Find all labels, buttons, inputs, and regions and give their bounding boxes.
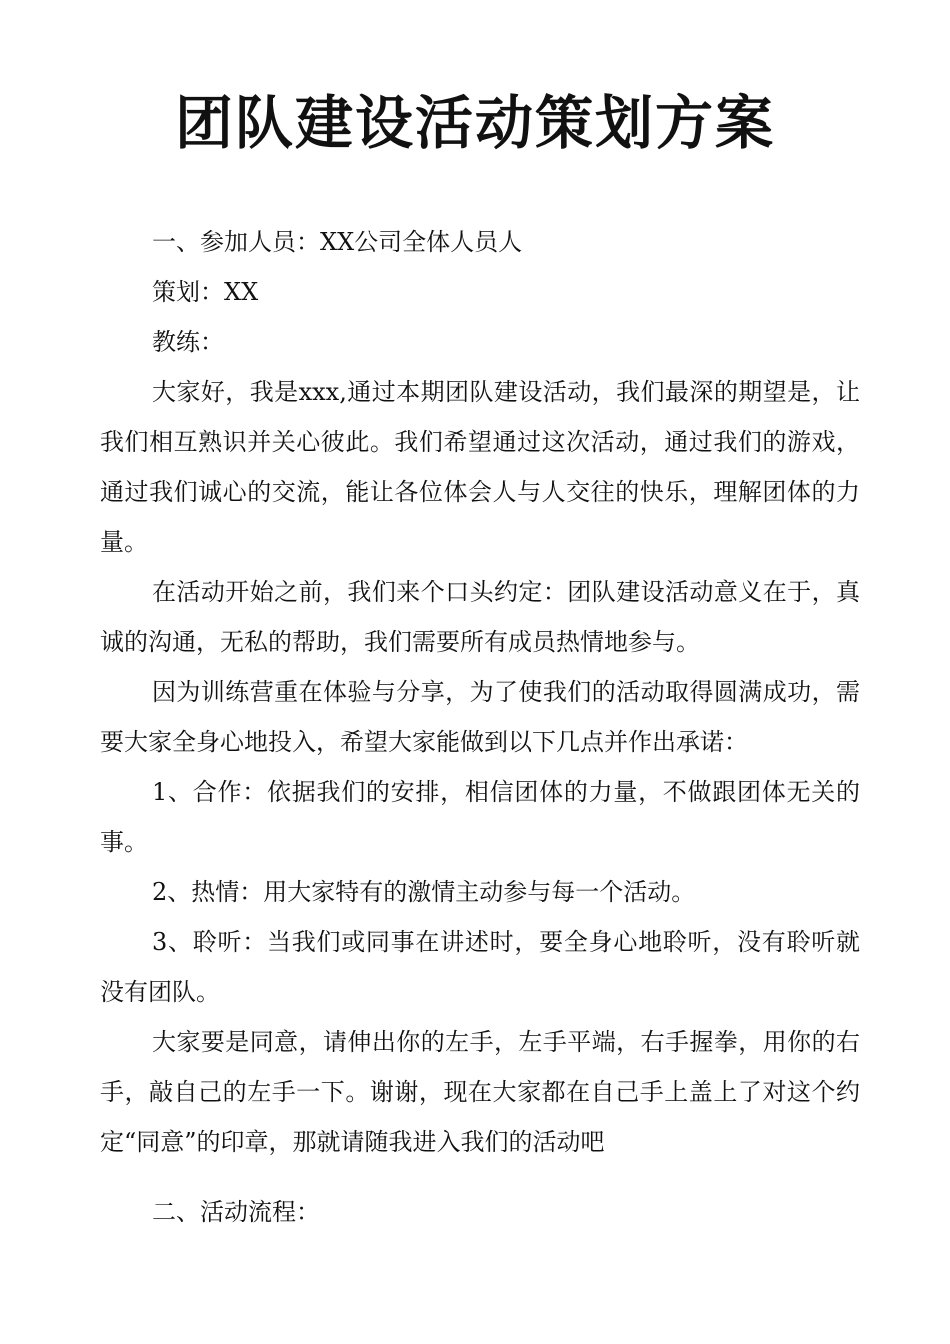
document-body	[100, 217, 860, 1237]
paragraph-rule-enthusiasm: 2、热情：用大家特有的激情主动参与每一个活动。	[152, 878, 696, 906]
paragraph-agreement: 在活动开始之前，我们来个口头约定：团队建设活动意义在于，真诚的沟通，无私的帮助，我们需要所有成员热情地参与。	[100, 578, 860, 656]
paragraph-coach: 教练：	[152, 328, 224, 356]
document-title: 团队建设活动策划方案	[174, 89, 775, 157]
paragraph-rule-cooperation: 1、合作：依据我们的安排，相信团体的力量，不做跟团体无关的事。	[100, 778, 860, 856]
paragraph-rule-listening: 3、聆听：当我们或同事在讲述时，要全身心地聆听，没有聆听就没有团队。	[100, 928, 860, 1006]
section-heading-process: 二、活动流程：	[152, 1198, 320, 1226]
paragraph-greeting: 大家好，我是xxx,通过本期团队建设活动，我们最深的期望是，让我们相互熟识并关心彼此。我们希望通过这次活动，通过我们的游戏，通过我们诚心的交流，能让各位体会人与人交往的快乐，理解团体的力量。	[100, 378, 860, 556]
paragraph-commitment: 因为训练营重在体验与分享，为了使我们的活动取得圆满成功，需要大家全身心地投入，希望大家能做到以下几点并作出承诺：	[100, 678, 860, 756]
paragraph-consent: 大家要是同意，请伸出你的左手，左手平端，右手握拳，用你的右手，敲自己的左手一下。谢谢，现在大家都在自己手上盖上了对这个约定“同意”的印章，那就请随我进入我们的活动吧	[100, 1028, 860, 1156]
paragraph-planner: 策划：XX	[152, 278, 259, 306]
paragraph-participants: 一、参加人员：XX公司全体人员人	[152, 228, 523, 256]
